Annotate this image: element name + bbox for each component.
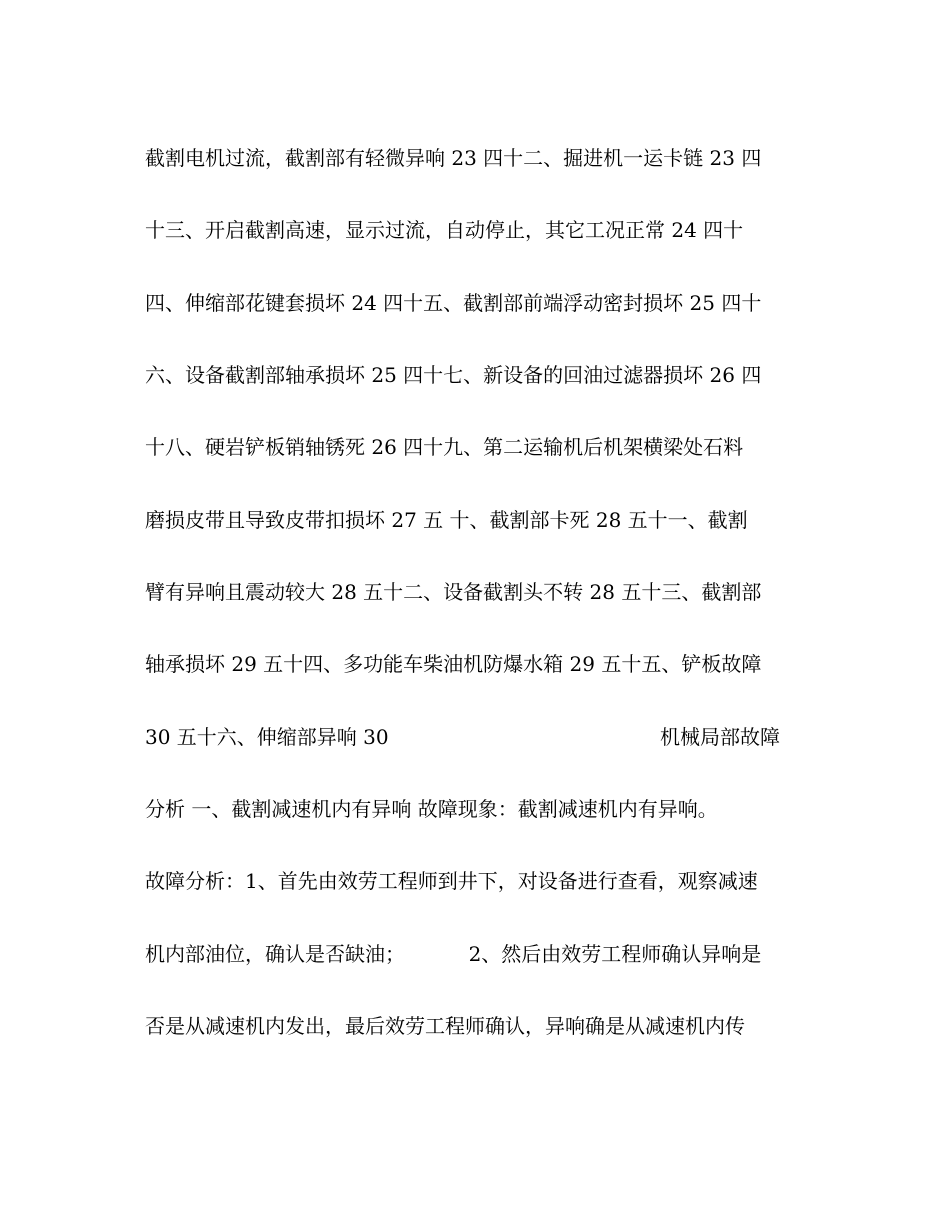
- text-line-11: 故障分析：1、首先由效劳工程师到井下，对设备进行查看，观察减速: [145, 869, 758, 893]
- text-line-8: 轴承损坏 29 五十四、多功能车柴油机防爆水箱 29 五十五、铲板故障: [145, 652, 762, 676]
- text-line-10: 分析 一、截割减速机内有异响 故障现象：截割减速机内有异响。: [145, 797, 718, 821]
- text-line-3: 四、伸缩部花键套损坏 24 四十五、截割部前端浮动密封损坏 25 四十: [145, 291, 762, 315]
- section-heading: 机械局部故障: [660, 725, 780, 749]
- text-line-13: 否是从减速机内发出，最后效劳工程师确认，异响确是从减速机内传: [145, 1014, 745, 1038]
- text-line-12: 机内部油位，确认是否缺油； 2、然后由效劳工程师确认异响是: [145, 942, 762, 966]
- text-line-1: 截割电机过流，截割部有轻微异响 23 四十二、掘进机一运卡链 23 四: [145, 146, 762, 170]
- text-line-2: 十三、开启截割高速，显示过流，自动停止，其它工况正常 24 四十: [145, 218, 744, 242]
- text-line-7: 臂有异响且震动较大 28 五十二、设备截割头不转 28 五十三、截割部: [145, 580, 762, 604]
- text-line-6: 磨损皮带且导致皮带扣损坏 27 五 十、截割部卡死 28 五十一、截割: [145, 508, 748, 532]
- text-line-9: 30 五十六、伸缩部异响 30: [145, 725, 389, 749]
- text-line-5: 十八、硬岩铲板销轴锈死 26 四十九、第二运输机后机架横梁处石料: [145, 435, 744, 459]
- text-line-4: 六、设备截割部轴承损坏 25 四十七、新设备的回油过滤器损坏 26 四: [145, 363, 762, 387]
